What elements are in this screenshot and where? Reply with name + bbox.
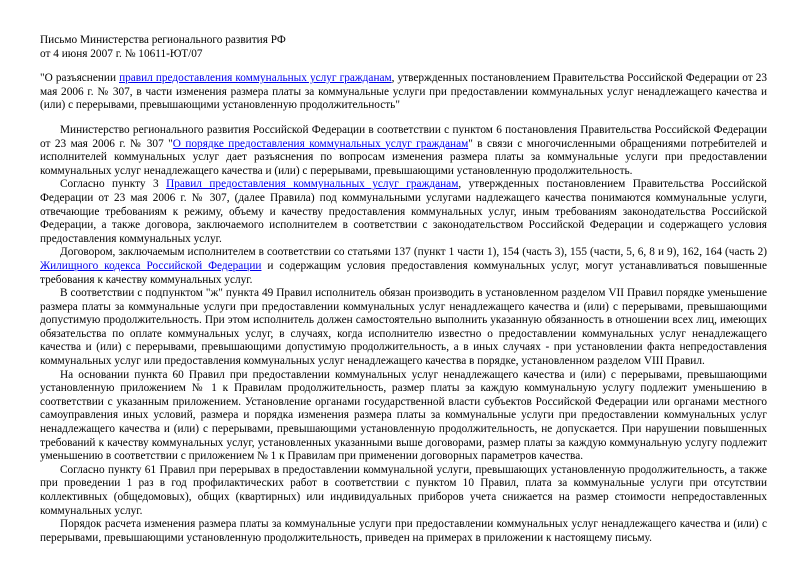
letter-date-number: от 4 июня 2007 г. № 10611-ЮТ/07 [40,47,203,60]
paragraph-2-pre: Согласно пункту 3 [60,178,167,191]
paragraph-3 [40,246,767,287]
paragraph-7: Порядок расчета изменения размера платы за коммунальные услуги при предоставлении коммунальных услуг ненадлежащего качества и (или) с перерывами, превышающими установленную продолжительность, приведен на примерах в приложении к настоящему письму. [40,518,767,544]
link-rules[interactable]: Правил предоставления коммунальных услуг гражданам [166,178,459,191]
link-housing-code[interactable]: Жилищного кодекса Российской Федерации [40,259,262,272]
letter-subject [40,72,767,113]
paragraph-1 [40,124,767,178]
paragraph-3-pre: Договором, заключаемым исполнителем в соответствии со статьями 137 (пункт 1 части 1), 154 (часть 3), 155 (части, 5, 6, 8 и 9), 162, 164 (часть 2) [60,246,767,259]
subject-link-rules[interactable]: правил предоставления коммунальных услуг гражданам [119,72,392,85]
letter-title: Письмо Министерства регионального развития РФ [40,34,286,46]
paragraph-1-post: " в связи с многочисленными обращениями потребителей и исполнителей коммунальных услуг дает разъяснения по вопросам изменения размера платы за коммунальные услуги при предоставлении коммунальных услуг ненадлежащего качества и (или) с перерывами, превышающими установленную продолжительность. [40,137,767,177]
paragraph-2-post: , утвержденных постановлением Правительства Российской Федерации от 23 мая 2006 г. № 307, (далее Правила) под коммунальными услугами надлежащего качества понимаются коммунальные услуги, отвечающие требованиям к режиму, объему и качеству предоставления коммунальных услуг, иным требованиям законодательства Российской Федерации, а также договора, заключаемого исполнителем в соответствии с законодательством Российской Федерации и содержащего условия предоставления коммунальных услуг. [40,178,767,245]
paragraph-2 [40,178,767,246]
link-resolution-procedure[interactable]: О порядке предоставления коммунальных услуг гражданам [172,137,469,150]
paragraph-4: В соответствии с подпунктом "ж" пункта 49 Правил исполнитель обязан производить в установленном разделом VII Правил порядке уменьшение размера платы за коммунальные услуги при предоставлении коммунальных услуг ненадлежащего качества и (или) с перерывами, превышающими допустимую продолжительность. При этом исполнитель должен самостоятельно выполнить указанную обязанность в отношении всех лиц, имеющих обязательства по оплате коммунальных услуг, в случаях, когда исполнителю известно о предоставлении коммунальных услуг ненадлежащего качества и (или) с перерывами, превышающими допустимую продолжительность, а в иных случаях - при установлении факта непредоставления коммунальных услуг или предоставления коммунальных услуг ненадлежащего качества в порядке, установленном разделом VIII Правил. [40,287,767,368]
paragraph-6: Согласно пункту 61 Правил при перерывах в предоставлении коммунальной услуги, превышающих установленную продолжительность, а также при проведении 1 раз в год профилактических работ в соответствии с пунктом 10 Правил, плата за коммунальные услуги при отсутствии коллективных (общедомовых), общих (квартирных) или индивидуальных приборов учета снижается на размер стоимости непредоставленных коммунальных услуг. [40,463,767,517]
letter-body [40,124,767,545]
paragraph-1-pre: Министерство регионального развития Российской Федерации в соответствии с пунктом 6 постановления Правительства Российской Федерации от 23 мая 2006 г. № 307 " [40,123,767,150]
subject-text-pre: "О разъяснении [40,72,120,85]
paragraph-5: На основании пункта 60 Правил при предоставлении коммунальных услуг ненадлежащего качества и (или) с перерывами, превышающими установленную приложением № 1 к Правилам продолжительность, размер платы за каждую коммунальную услугу подлежит уменьшению в соответствии с указанным приложением. Установление органами государственной власти субъектов Российской Федерации или органами местного самоуправления иных условий, размера и порядка изменения размера платы за коммунальные услуги при предоставлении коммунальных услуг ненадлежащего качества и (или) с перерывами, превышающими установленную продолжительность, не допускается. При нарушении повышенных требований к качеству коммунальных услуг, установленных указанными выше договорами, размер платы за каждую коммунальную услугу подлежит уменьшению в соответствии с приложением № 1 к Правилам при применении договорных параметров качества. [40,368,767,463]
paragraph-3-post: и содержащим условия предоставления коммунальных услуг, могут устанавливаться повышенные требования к качеству коммунальных услуг. [40,259,767,286]
subject-text-post: , утвержденных постановлением Правительства Российской Федерации от 23 мая 2006 г. № 307, в части изменения размера платы за коммунальные услуги при предоставлении коммунальных услуг ненадлежащего качества и (или) с перерывами, превышающими установленную продолжительность" [40,72,767,112]
